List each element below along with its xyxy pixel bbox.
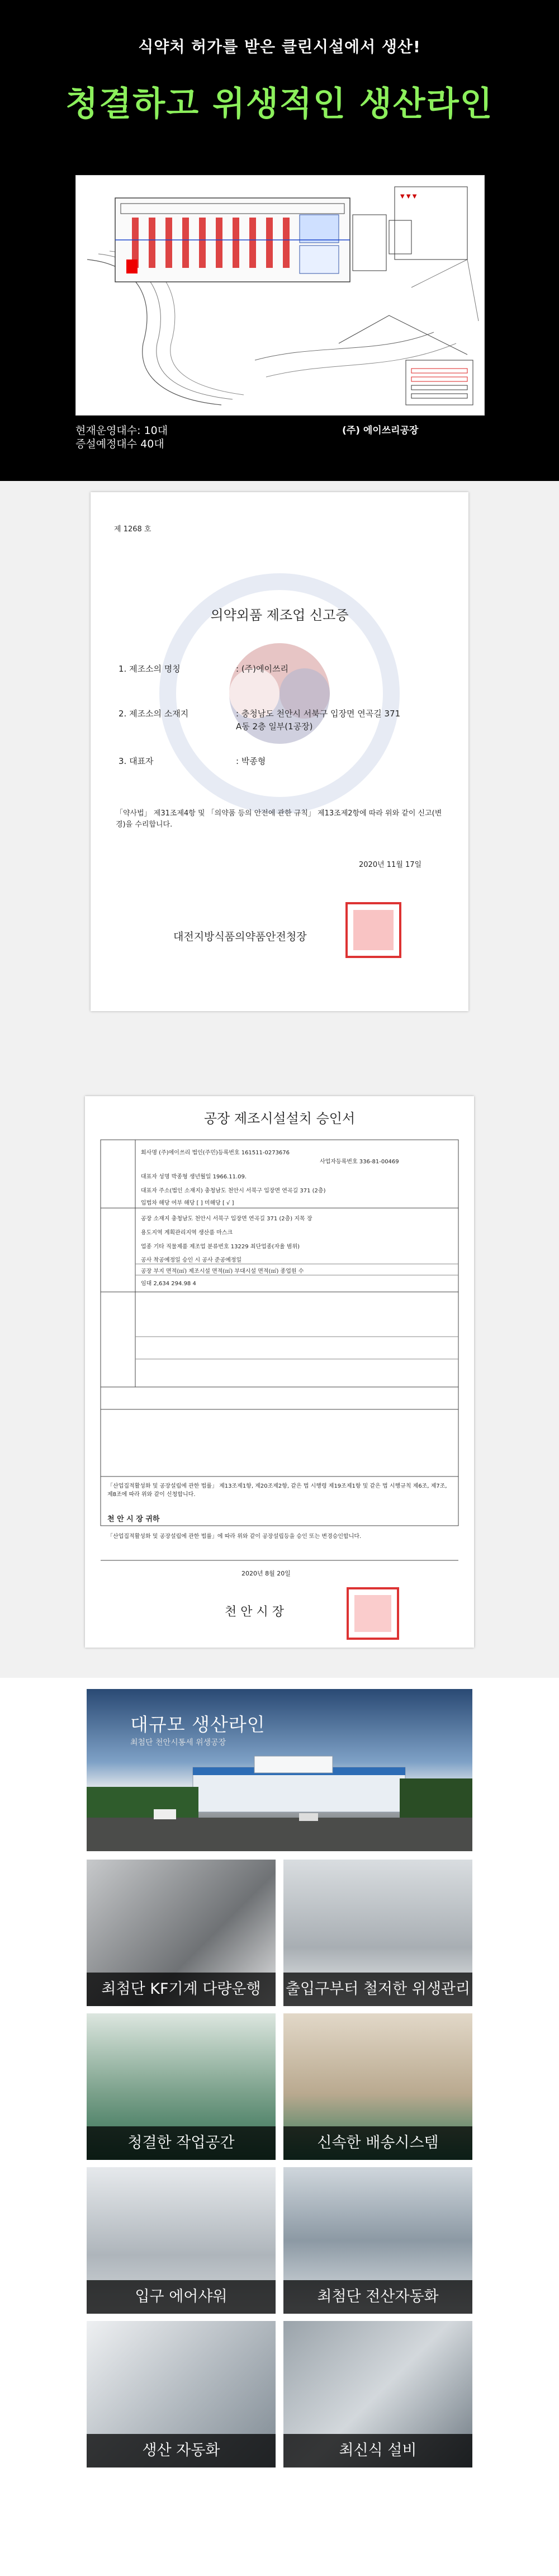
approval-line-7: 용도지역 계획관리지역 생산품 마스크 [141,1230,233,1236]
floor-plan-caption-left [75,424,168,451]
cert-row-value-2: : 충청남도 천안시 서북구 입장면 연곡길 371 [236,709,401,719]
approval-issuer: 천 안 시 장 [225,1605,284,1619]
gallery-tile-air-shower [87,2167,276,2314]
gallery-tile-clean-workspace [87,2013,276,2160]
approval-line-6: 공장 소재지 충청남도 천안시 서북구 입장면 연곡길 371 (2층) 지목 장 [141,1216,312,1222]
certificate-issuer: 대전지방식품의약품안전청장 [173,931,307,943]
approval-line-2: 사업자등록번호 336-81-00469 [320,1159,399,1165]
gallery-tile-entrance-hygiene [283,1860,472,2006]
gallery-tile-kf-machines [87,1860,276,2006]
approval-addressee: 천 안 시 장 귀하 [107,1515,160,1523]
certificate-number: 제 1268 호 [114,525,151,534]
certificate-title: 의약외품 제조업 신고증 [210,607,349,623]
approval-line-5: 입법차 해당 여부 해당 [ ] 미해당 [ √ ] [141,1200,234,1206]
approval-title: 공장 제조시설설치 승인서 [203,1111,356,1126]
approval-date: 2020년 8월 20일 [241,1570,291,1577]
tile-label: 신속한 배송시스템 [283,2126,472,2160]
current-machines-text: 현재운영대수: 10대 [75,424,168,437]
certificate-body: 「약사법」 제31조제4항 및 「의약품 등의 안전에 관한 규칙」 제13조제2항에 따라 위와 같이 신고(변경)을 수리합니다. [116,809,442,829]
manufacturing-license-certificate [91,492,468,1011]
svg-text:▼ ▼ ▼: ▼ ▼ ▼ [400,194,417,200]
approval-line-8: 업종 기타 직물제품 제조업 분류번호 13229 최단업종(자율 범위) [141,1244,300,1250]
approval-line-11: 임대 2,634 294.98 4 [141,1281,196,1287]
tile-label: 최첨단 KF기계 다량운행 [87,1973,276,2006]
factory-floor-plan [75,175,485,416]
approval-line-14: 「산업집적활성화 및 공장설립에 관한 법률」에 따라 위와 같이 공장설립등을 승인 또는 변경승인합니다. [107,1534,362,1540]
tile-label: 출입구부터 철저한 위생관리 [283,1973,472,2006]
approval-line-10: 공장 부지 면적(㎡) 제조시설 면적(㎡) 부대시설 면적(㎡) 종업원 수 [141,1268,304,1275]
cert-row-label-2: 2. 제조소의 소재지 [119,709,189,719]
floor-plan-drawing [76,176,484,415]
tile-label: 생산 자동화 [87,2434,276,2468]
tile-label: 입구 에어샤워 [87,2280,276,2314]
factory-facility-approval [85,1096,474,1648]
approval-line-12: 「산업집적활성화 및 공장설립에 관한 법률」 제13조제1항, 제20조제2항, 같은 법 시행령 제19조제1항 및 같은 법 시행규칙 제6조, 제7조, 제8조에 따라 위와 같이 신청합니다. [107,1483,447,1498]
gallery-tile-automation [283,2167,472,2314]
approval-line-1: 회사명 (주)에이쓰리 법인(주민)등록번호 161511-0273676 [141,1150,290,1156]
factory-name-caption: (주) 에이쓰리공장 [342,425,419,436]
approval-line-9: 공사 착공예정일 승인 시 공사 준공예정일 [141,1257,242,1263]
tile-label: 최신식 설비 [283,2434,472,2468]
gallery-tile-delivery-system [283,2013,472,2160]
cert-row-value-2b: A동 2층 일부(1공장) [236,721,313,732]
gallery-tile-latest-equipment [283,2321,472,2468]
tile-label: 청결한 작업공간 [87,2126,276,2160]
planned-machines-text: 증설예정대수 40대 [75,438,164,450]
gallery-tile-production-automation [87,2321,276,2468]
cert-row-value-3: : 박종형 [236,756,266,766]
cert-row-label-3: 3. 대표자 [119,756,154,766]
tile-label: 최첨단 전산자동화 [283,2280,472,2314]
approval-line-4: 대표자 주소(법인 소재지) 충청남도 천안시 서북구 입장면 연곡길 371 (2층) [141,1188,326,1194]
approval-line-3: 대표자 성명 박종형 생년월일 1966.11.09. [141,1174,247,1180]
certificate-date: 2020년 11월 17일 [359,861,422,869]
cert-row-label-1: 1. 제조소의 명칭 [119,664,181,674]
cert-row-value-1: : (주)에이쓰리 [236,664,288,674]
hero-title: 대규모 생산라인 [130,1714,266,1735]
header-title: 청결하고 위생적인 생산라인 [65,84,494,124]
header-subtitle: 식약처 허가를 받은 클린시설에서 생산! [138,37,421,56]
hero-subtitle: 최첨단 천안시통세 위생공장 [130,1738,226,1747]
